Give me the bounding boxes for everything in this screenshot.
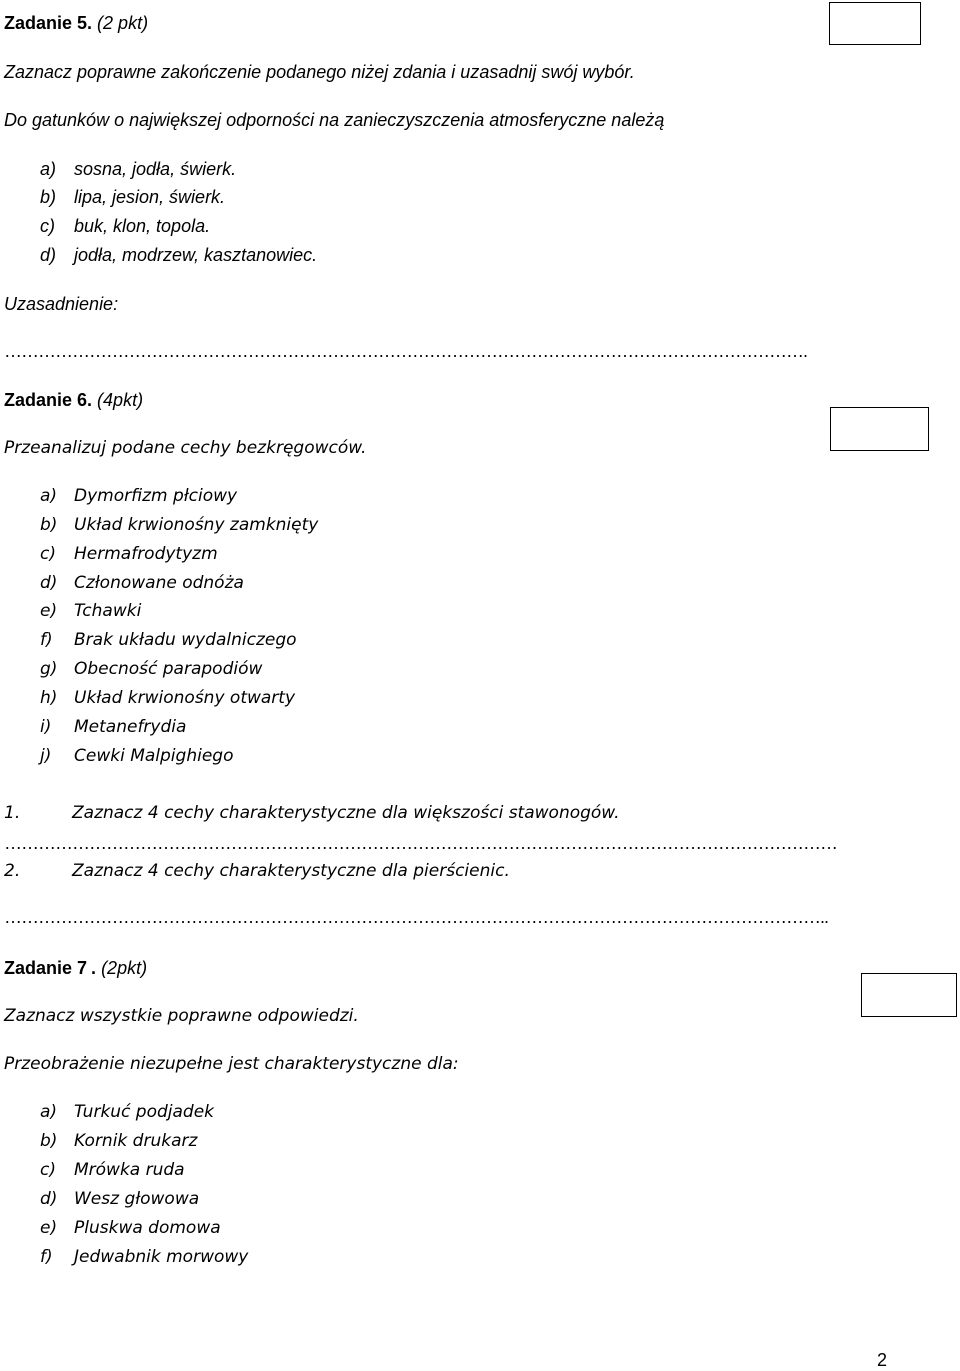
option-text: Metanefrydia bbox=[74, 717, 187, 737]
option-letter: d) bbox=[40, 1189, 58, 1209]
option-letter: c) bbox=[40, 216, 55, 236]
task6-answer-line2[interactable]: ……………………………………………………………………………………………………………………………….. bbox=[4, 907, 829, 927]
task7-option-e bbox=[40, 1217, 221, 1239]
task6-option-a bbox=[40, 485, 237, 507]
option-letter: b) bbox=[40, 1131, 58, 1151]
task6-option-i bbox=[40, 716, 186, 738]
option-text: Tchawki bbox=[74, 601, 142, 621]
task6-option-j bbox=[40, 745, 233, 767]
option-letter: e) bbox=[40, 601, 58, 621]
task5-justification-label: Uzasadnienie: bbox=[4, 294, 119, 314]
option-text: lipa, jesion, świerk. bbox=[74, 187, 226, 207]
task5-header bbox=[4, 12, 148, 34]
option-letter: d) bbox=[40, 245, 57, 265]
score-box-task5[interactable] bbox=[829, 2, 921, 45]
task7-heading-dot: . bbox=[91, 958, 97, 978]
task6-header bbox=[4, 389, 143, 411]
task7-option-b bbox=[40, 1130, 197, 1152]
task7-header bbox=[4, 957, 147, 979]
option-text: Cewki Malpighiego bbox=[74, 746, 234, 766]
option-letter: g) bbox=[40, 659, 58, 679]
question-text: Zaznacz 4 cechy charakterystyczne dla pierścienic. bbox=[72, 861, 510, 881]
task6-option-c bbox=[40, 543, 218, 565]
option-letter: b) bbox=[40, 515, 58, 535]
score-box-task6[interactable] bbox=[830, 407, 929, 451]
task5-stem: Do gatunków o największej odporności na zanieczyszczenia atmosferyczne należą bbox=[4, 110, 665, 130]
score-box-task7[interactable] bbox=[861, 973, 957, 1017]
option-text: Obecność parapodiów bbox=[74, 659, 263, 679]
option-letter: i) bbox=[40, 717, 52, 737]
task5-option-a bbox=[40, 158, 236, 180]
option-letter: h) bbox=[40, 688, 58, 708]
task6-option-h bbox=[40, 687, 295, 709]
option-text: Układ krwionośny zamknięty bbox=[74, 515, 319, 535]
task6-answer-line1[interactable]: ………………………………………………………………………………………………………………………………… bbox=[4, 833, 837, 853]
option-text: Mrówka ruda bbox=[74, 1160, 185, 1180]
task6-heading: Zadanie 6. bbox=[4, 390, 93, 410]
task6-option-b bbox=[40, 514, 318, 536]
option-letter: a) bbox=[40, 159, 57, 179]
question-number: 2. bbox=[4, 861, 21, 881]
task6-question2 bbox=[4, 860, 510, 882]
option-text: Dymorfizm płciowy bbox=[74, 486, 238, 506]
option-text: Turkuć podjadek bbox=[74, 1102, 215, 1122]
option-letter: c) bbox=[40, 1160, 56, 1180]
task7-instruction: Zaznacz wszystkie poprawne odpowiedzi. bbox=[4, 1006, 359, 1026]
option-letter: f) bbox=[40, 630, 53, 650]
task6-option-e bbox=[40, 600, 141, 622]
option-letter: a) bbox=[40, 486, 58, 506]
task5-instruction: Zaznacz poprawne zakończenie podanego niżej zdania i uzasadnij swój wybór. bbox=[4, 62, 635, 82]
task5-heading: Zadanie 5. bbox=[4, 13, 93, 33]
option-text: buk, klon, topola. bbox=[74, 216, 211, 236]
question-number: 1. bbox=[4, 803, 21, 823]
option-text: Kornik drukarz bbox=[74, 1131, 198, 1151]
option-letter: j) bbox=[40, 746, 52, 766]
option-text: Wesz głowowa bbox=[74, 1189, 200, 1209]
task7-option-d bbox=[40, 1188, 199, 1210]
task6-points: (4pkt) bbox=[97, 390, 144, 410]
option-letter: b) bbox=[40, 187, 57, 207]
task7-option-c bbox=[40, 1159, 185, 1181]
task6-option-d bbox=[40, 572, 244, 594]
page-number: 2 bbox=[877, 1350, 888, 1370]
task6-option-g bbox=[40, 658, 262, 680]
task5-answer-line[interactable]: ……………………………………………………………………………………………………………………………. bbox=[4, 341, 808, 361]
option-letter: e) bbox=[40, 1218, 58, 1238]
task6-instruction: Przeanalizuj podane cechy bezkręgowców. bbox=[4, 438, 367, 458]
task7-heading: Zadanie 7 bbox=[4, 958, 88, 978]
option-letter: f) bbox=[40, 1247, 53, 1267]
option-text: Członowane odnóża bbox=[74, 573, 244, 593]
task5-option-b bbox=[40, 186, 225, 208]
task7-option-f bbox=[40, 1246, 248, 1268]
question-text: Zaznacz 4 cechy charakterystyczne dla większości stawonogów. bbox=[72, 803, 620, 823]
task5-points: (2 pkt) bbox=[97, 13, 149, 33]
option-text: jodła, modrzew, kasztanowiec. bbox=[74, 245, 318, 265]
option-letter: a) bbox=[40, 1102, 58, 1122]
option-text: Brak układu wydalniczego bbox=[74, 630, 297, 650]
task5-option-d bbox=[40, 244, 317, 266]
task5-option-c bbox=[40, 215, 210, 237]
option-letter: d) bbox=[40, 573, 58, 593]
task6-option-f bbox=[40, 629, 297, 651]
option-text: Układ krwionośny otwarty bbox=[74, 688, 296, 708]
option-text: sosna, jodła, świerk. bbox=[74, 159, 237, 179]
task6-question1 bbox=[4, 802, 620, 824]
option-text: Jedwabnik morwowy bbox=[74, 1247, 249, 1267]
option-letter: c) bbox=[40, 544, 56, 564]
task7-points: (2pkt) bbox=[101, 958, 148, 978]
task7-option-a bbox=[40, 1101, 214, 1123]
option-text: Pluskwa domowa bbox=[74, 1218, 221, 1238]
option-text: Hermafrodytyzm bbox=[74, 544, 218, 564]
task7-stem: Przeobrażenie niezupełne jest charakterystyczne dla: bbox=[4, 1054, 459, 1074]
